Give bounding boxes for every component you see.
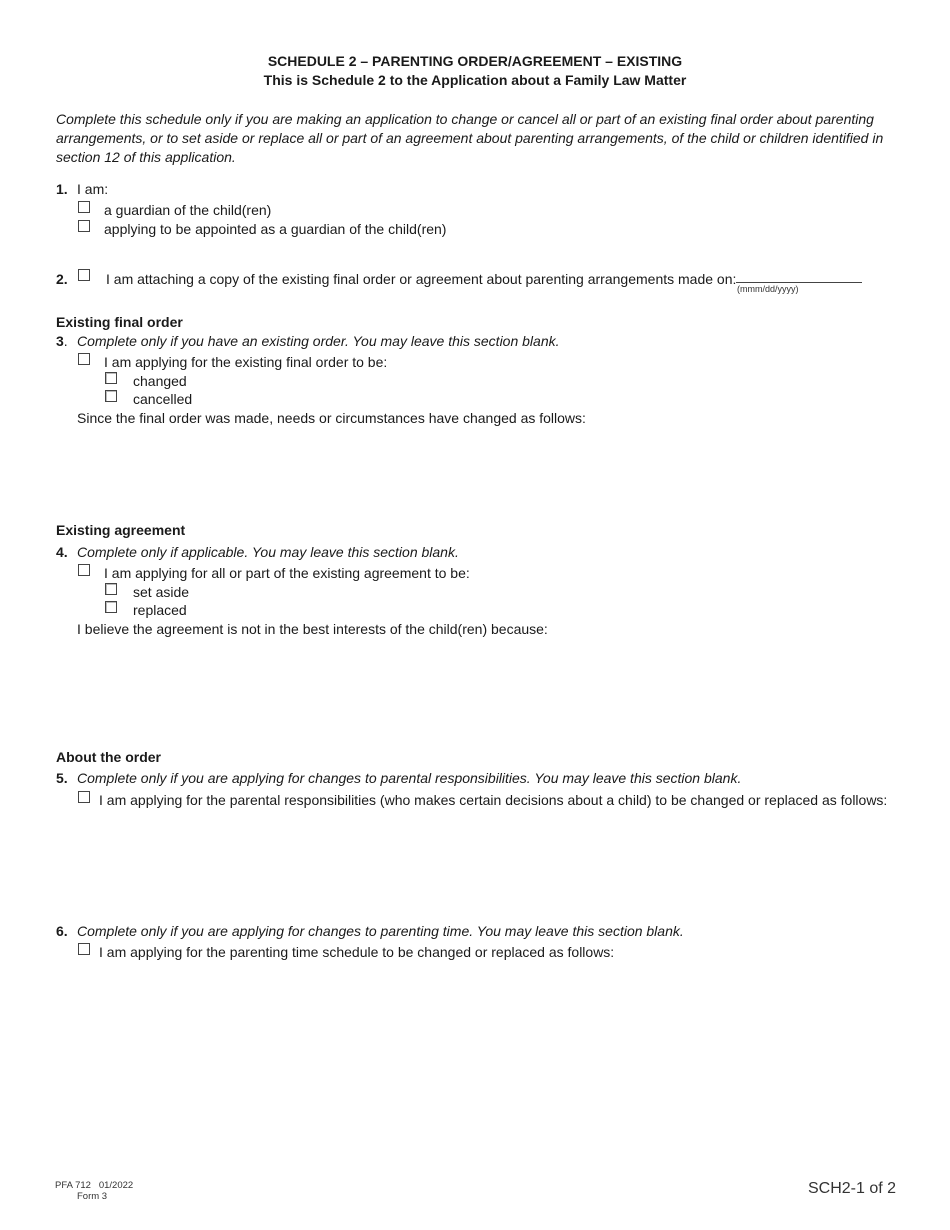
- about-order-heading: About the order: [56, 749, 161, 765]
- q3-instruction: Complete only if you have an existing order. You may leave this section blank.: [77, 333, 560, 349]
- existing-agreement-heading: Existing agreement: [56, 522, 186, 538]
- q4-instruction: Complete only if applicable. You may leave this section blank.: [77, 544, 459, 560]
- q4-set-aside-checkbox[interactable]: [105, 583, 117, 595]
- footer-form-number: Form 3: [77, 1191, 108, 1202]
- q1-apply-guardian-label: applying to be appointed as a guardian of the child(ren): [104, 221, 447, 237]
- q2-date-hint: (mmm/dd/yyyy): [737, 284, 799, 294]
- q5-applying-checkbox[interactable]: [78, 791, 90, 803]
- q4-followup: I believe the agreement is not in the best interests of the child(ren) because:: [77, 621, 548, 637]
- schedule-subtitle: This is Schedule 2 to the Application about a Family Law Matter: [263, 72, 687, 88]
- existing-order-heading: Existing final order: [56, 314, 183, 330]
- q1-guardian-checkbox[interactable]: [78, 201, 90, 213]
- q5-instruction: Complete only if you are applying for changes to parental responsibilities. You may leave this section blank.: [77, 770, 742, 786]
- q2-label: I am attaching a copy of the existing final order or agreement about parenting arrangements made on:: [106, 271, 737, 287]
- footer-form-code: PFA 712 01/2022: [55, 1180, 134, 1191]
- q2-number: 2.: [56, 271, 68, 287]
- intro-paragraph: Complete this schedule only if you are making an application to change or cancel all or part of an existing final order about parenting arrangements, or to set aside or replace all or part of an agreement about parenting arrangements, of the child or children identified in section 12 of this application.: [56, 111, 884, 165]
- q3-number: 3.: [56, 333, 68, 349]
- q5-number: 5.: [56, 770, 68, 786]
- q3-cancelled-label: cancelled: [133, 391, 193, 407]
- q3-changed-label: changed: [133, 373, 187, 389]
- q1-guardian-label: a guardian of the child(ren): [104, 202, 272, 218]
- q2-date-field[interactable]: [736, 282, 862, 283]
- q4-applying-checkbox[interactable]: [78, 564, 90, 576]
- q1-number: 1.: [56, 181, 68, 197]
- q1-label: I am:: [77, 181, 109, 197]
- schedule-title: SCHEDULE 2 – PARENTING ORDER/AGREEMENT – EXISTING: [267, 53, 683, 69]
- footer-page-number: SCH2-1 of 2: [808, 1180, 897, 1197]
- q1-apply-guardian-checkbox[interactable]: [78, 220, 90, 232]
- q6-number: 6.: [56, 923, 68, 939]
- q2-attaching-checkbox[interactable]: [78, 269, 90, 281]
- q4-replaced-checkbox[interactable]: [105, 601, 117, 613]
- q5-applying-label: I am applying for the parental responsibilities (who makes certain decisions about a child) to be changed or replaced as follows:: [99, 792, 888, 808]
- q6-instruction: Complete only if you are applying for changes to parenting time. You may leave this section blank.: [77, 923, 684, 939]
- q4-set-aside-label: set aside: [133, 584, 190, 600]
- q3-applying-label: I am applying for the existing final order to be:: [104, 354, 388, 370]
- q6-applying-label: I am applying for the parenting time schedule to be changed or replaced as follows:: [99, 944, 615, 960]
- q4-replaced-label: replaced: [133, 602, 187, 618]
- q3-followup: Since the final order was made, needs or circumstances have changed as follows:: [77, 410, 586, 426]
- q3-changed-checkbox[interactable]: [105, 372, 117, 384]
- q4-number: 4.: [56, 544, 68, 560]
- q3-applying-checkbox[interactable]: [78, 353, 90, 365]
- q6-applying-checkbox[interactable]: [78, 943, 90, 955]
- q3-cancelled-checkbox[interactable]: [105, 390, 117, 402]
- q4-applying-label: I am applying for all or part of the existing agreement to be:: [104, 565, 470, 581]
